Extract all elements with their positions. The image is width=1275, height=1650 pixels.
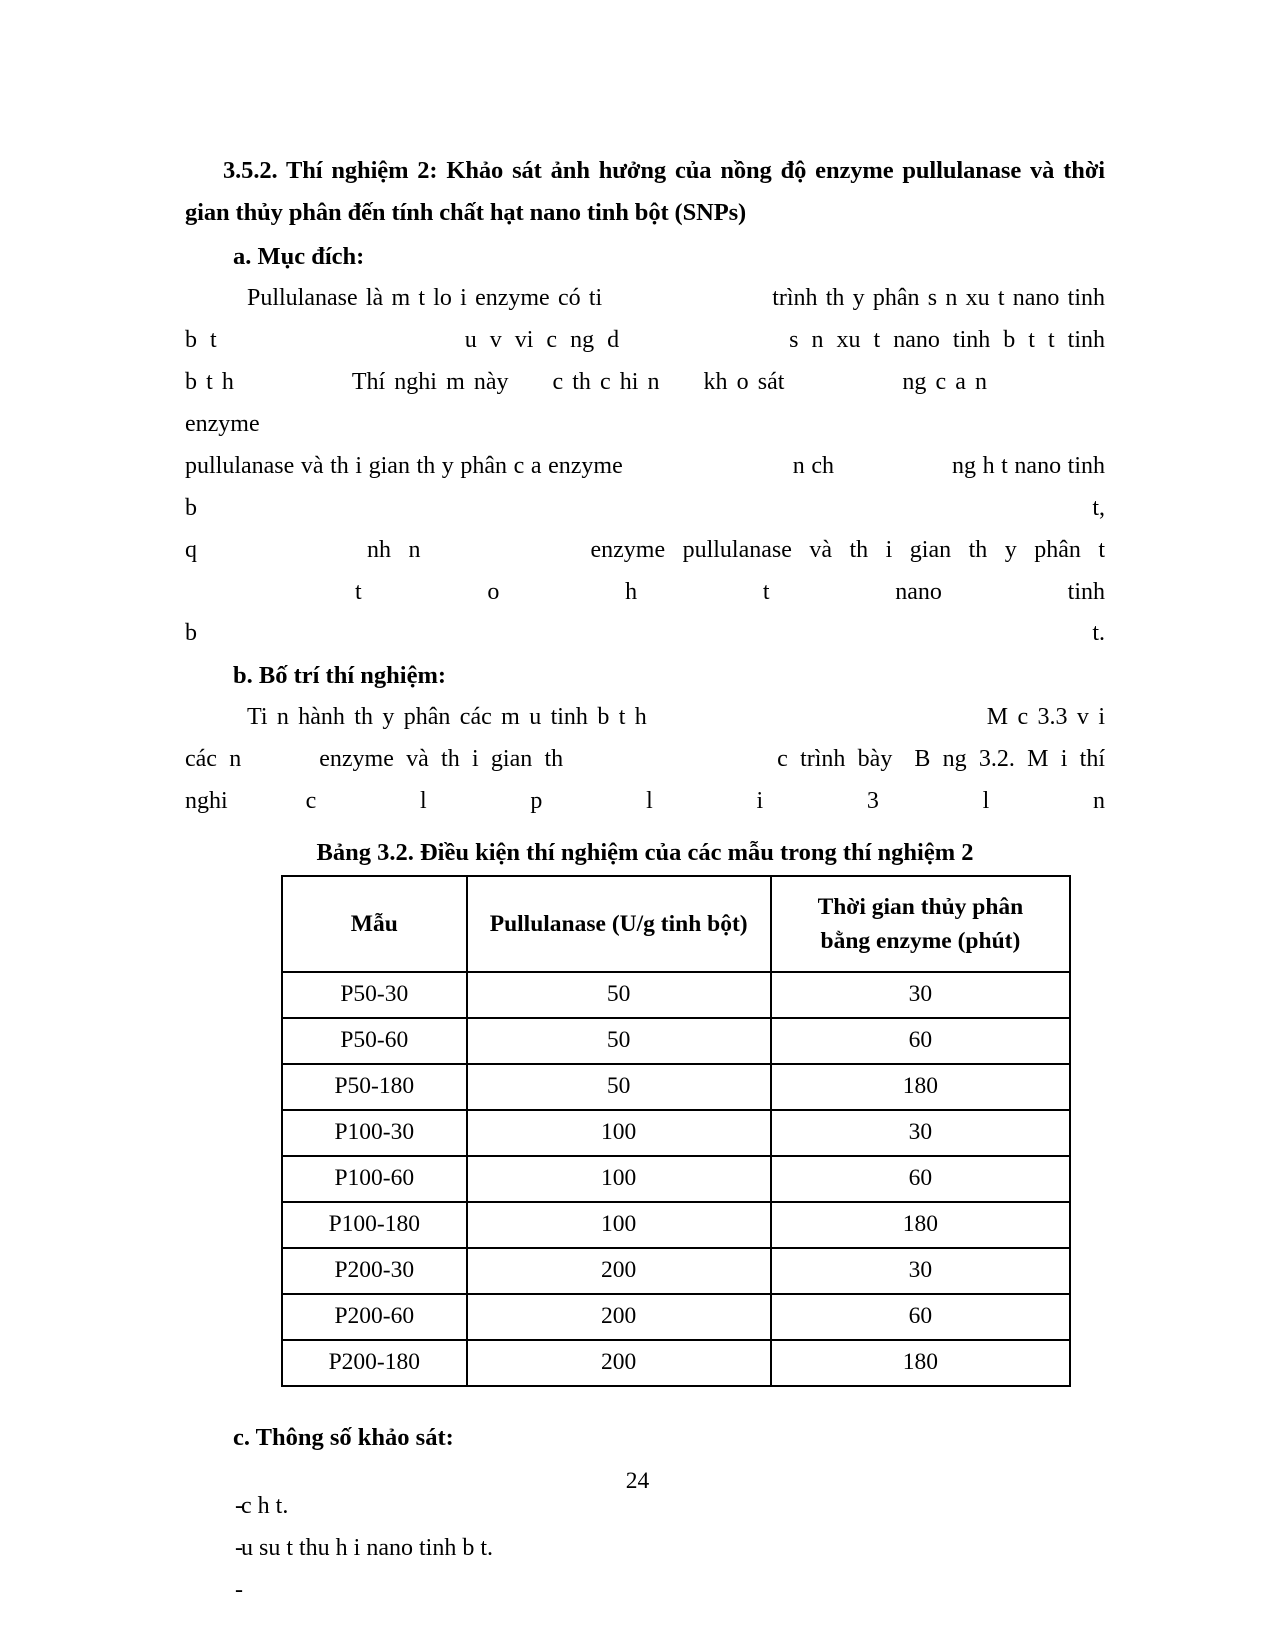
table-row bbox=[282, 1294, 1070, 1340]
cell-pullulanase: 50 bbox=[467, 1018, 771, 1064]
text-run: b t h bbox=[185, 369, 234, 396]
text-run: pullulanase và th i gian th y phân c a enzyme bbox=[185, 452, 623, 479]
cell-pullulanase: 50 bbox=[467, 1064, 771, 1110]
text-run: q bbox=[185, 536, 197, 563]
bullet-marker: - bbox=[235, 1535, 243, 1562]
text-run: nh n bbox=[367, 536, 421, 563]
cell-sample: P100-60 bbox=[282, 1156, 467, 1202]
page-number: 24 bbox=[625, 1468, 650, 1494]
bullet-marker: - bbox=[235, 1492, 243, 1519]
text-run: nghi bbox=[185, 788, 228, 815]
cell-sample: P100-180 bbox=[282, 1202, 467, 1248]
table-head bbox=[282, 876, 1070, 972]
text-run: các n bbox=[185, 746, 242, 773]
section-heading: 3.5.2. Thí nghiệm 2: Khảo sát ảnh hưởng của nồng độ enzyme pullulanase và thời gian thủy phân đến tính chất hạt nano tinh bột (SNPs) bbox=[185, 157, 1105, 227]
text-run: enzyme và th i gian th bbox=[319, 746, 564, 773]
experiment-conditions-table bbox=[281, 875, 1071, 1387]
text-run: Pullulanase là m t lo i enzyme có ti bbox=[247, 285, 603, 312]
text-run: b t. bbox=[185, 620, 1105, 647]
subheading-thong-so-khao-sat: c. Thông số khảo sát: bbox=[233, 1423, 454, 1451]
text-run: Ti n hành th y phân các m u tinh b t h bbox=[247, 704, 647, 731]
cell-time: 60 bbox=[771, 1156, 1070, 1202]
text-run: t o h t nano tinh bbox=[355, 578, 1105, 605]
column-header-sample: Mẫu bbox=[282, 876, 467, 972]
text-run: c trình bày bbox=[777, 746, 893, 773]
text-run: ng h t nano tinh b t, bbox=[185, 452, 1106, 521]
cell-time: 180 bbox=[771, 1064, 1070, 1110]
cell-sample: P50-30 bbox=[282, 972, 467, 1018]
text-run: c l p l i 3 l n bbox=[305, 788, 1105, 815]
text-run: n ch bbox=[792, 452, 834, 479]
text-run: enzyme pullulanase và th i gian th y phân t bbox=[590, 536, 1105, 563]
text-run: trình th y phân s n xu t nano tinh bbox=[772, 285, 1105, 312]
text-run: c h t. bbox=[241, 1492, 289, 1519]
list-item bbox=[185, 1569, 1105, 1611]
cell-sample: P100-30 bbox=[282, 1110, 467, 1156]
text-run: u su t thu h i nano tinh b t. bbox=[241, 1535, 493, 1562]
text-run: u v vi c ng d bbox=[464, 327, 620, 354]
cell-time: 30 bbox=[771, 1248, 1070, 1294]
table-row bbox=[282, 1248, 1070, 1294]
cell-pullulanase: 100 bbox=[467, 1202, 771, 1248]
table-row bbox=[282, 972, 1070, 1018]
cell-time: 30 bbox=[771, 1110, 1070, 1156]
table-row bbox=[282, 1018, 1070, 1064]
table-container bbox=[185, 875, 1105, 1387]
table-row bbox=[282, 1156, 1070, 1202]
table-row bbox=[282, 1202, 1070, 1248]
cell-sample: P200-30 bbox=[282, 1248, 467, 1294]
cell-pullulanase: 200 bbox=[467, 1248, 771, 1294]
cell-sample: P50-180 bbox=[282, 1064, 467, 1110]
table-header-row bbox=[282, 876, 1070, 972]
cell-time: 60 bbox=[771, 1018, 1070, 1064]
table-row bbox=[282, 1340, 1070, 1386]
column-header-time-line2: bằng enzyme (phút) bbox=[820, 927, 1021, 954]
column-header-pullulanase: Pullulanase (U/g tinh bột) bbox=[467, 876, 771, 972]
text-run: b t bbox=[185, 327, 217, 354]
cell-time: 60 bbox=[771, 1294, 1070, 1340]
text-run: M c 3.3 v i bbox=[986, 704, 1105, 731]
bullet-marker: - bbox=[235, 1577, 243, 1604]
cell-pullulanase: 100 bbox=[467, 1110, 771, 1156]
table-row bbox=[282, 1110, 1070, 1156]
cell-pullulanase: 200 bbox=[467, 1340, 771, 1386]
table-body bbox=[282, 972, 1070, 1386]
text-run: Thí nghi m này bbox=[351, 369, 509, 396]
table-caption: Bảng 3.2. Điều kiện thí nghiệm của các mẫu trong thí nghiệm 2 bbox=[316, 839, 974, 866]
page-content bbox=[185, 150, 1105, 1612]
text-run: B ng 3.2. M i thí bbox=[914, 746, 1105, 773]
paragraph-setup bbox=[185, 697, 1105, 823]
text-run: kh o sát bbox=[703, 369, 785, 396]
text-run: s n xu t nano tinh b t t tinh bbox=[789, 327, 1106, 354]
column-header-time bbox=[771, 876, 1070, 972]
text-run: ng c a n bbox=[902, 369, 988, 396]
text-run: c th c hi n bbox=[552, 369, 660, 396]
list-item bbox=[185, 1527, 1105, 1569]
cell-time: 180 bbox=[771, 1340, 1070, 1386]
cell-pullulanase: 50 bbox=[467, 972, 771, 1018]
table-row bbox=[282, 1064, 1070, 1110]
cell-pullulanase: 200 bbox=[467, 1294, 771, 1340]
subheading-bo-tri-thi-nghiem: b. Bố trí thí nghiệm: bbox=[233, 662, 447, 690]
cell-sample: P200-60 bbox=[282, 1294, 467, 1340]
cell-pullulanase: 100 bbox=[467, 1156, 771, 1202]
parameter-list bbox=[185, 1485, 1105, 1612]
paragraph-purpose bbox=[185, 278, 1105, 655]
column-header-time-line1: Thời gian thủy phân bbox=[817, 893, 1024, 920]
cell-time: 30 bbox=[771, 972, 1070, 1018]
cell-time: 180 bbox=[771, 1202, 1070, 1248]
cell-sample: P200-180 bbox=[282, 1340, 467, 1386]
subheading-muc-dich: a. Mục đích: bbox=[233, 243, 365, 271]
text-run: enzyme bbox=[185, 411, 260, 437]
cell-sample: P50-60 bbox=[282, 1018, 467, 1064]
